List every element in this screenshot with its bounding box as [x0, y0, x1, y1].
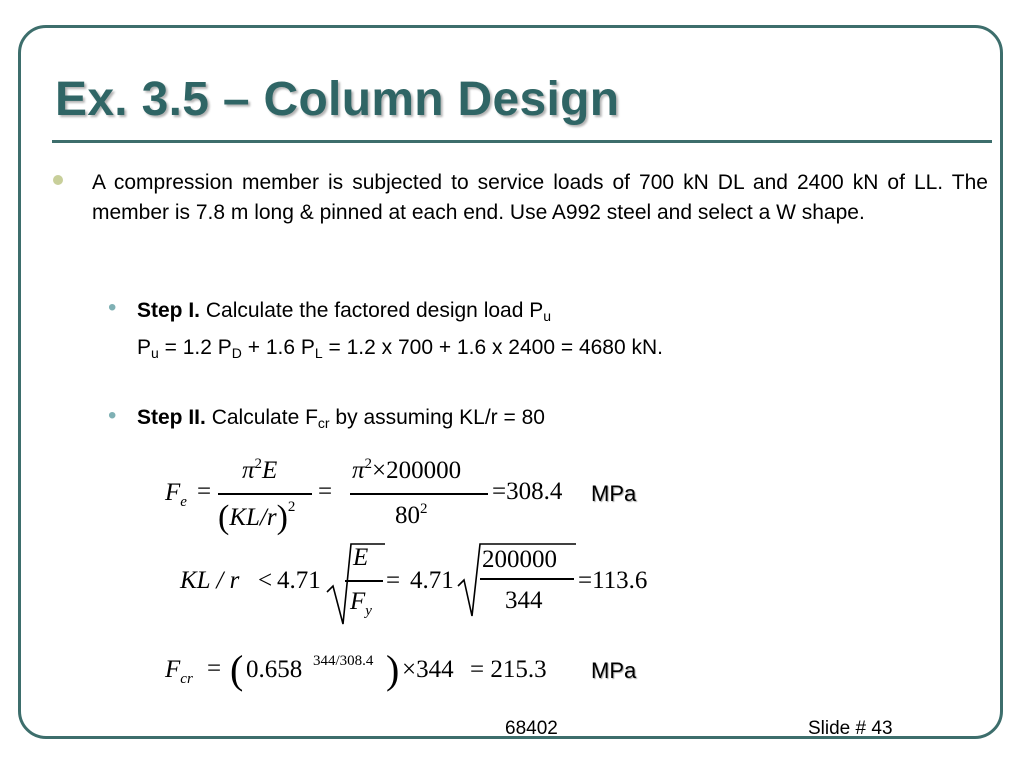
fe-lhs-sub: e — [180, 494, 187, 510]
step-1-text-sub: u — [543, 308, 552, 324]
fe-den2-exp: 2 — [420, 501, 428, 517]
step-1-equation — [137, 336, 663, 361]
eq-p-sub: u — [151, 345, 159, 361]
fe-unit: MPa — [591, 481, 637, 506]
problem-statement: A compression member is subjected to service loads of 700 kN DL and 2400 kN of LL. The member is 7.8 m long & pinned at each end. Use A992 steel and select a W shape. — [92, 171, 988, 224]
fe-den1-exp: 2 — [287, 499, 296, 515]
kl-lt: < — [258, 567, 273, 594]
sub-bullet-dot: • — [108, 294, 117, 321]
kl-fraction-bar-2 — [480, 578, 574, 580]
kl-den1: F — [350, 588, 366, 615]
fcr-lhs: F — [165, 656, 181, 683]
title-underline — [52, 140, 992, 143]
fe-den1: KL/r — [229, 504, 277, 531]
fe-den2: 80 — [395, 502, 420, 529]
fcr-lhs-sub: cr — [180, 671, 193, 687]
footer-slide-number: Slide # 43 — [808, 718, 893, 739]
step-2-text-tail: by assuming KL/r = 80 — [329, 406, 545, 429]
fcr-exponent: 344/308.4 — [313, 653, 374, 669]
kl-coef2: 4.71 — [410, 567, 454, 594]
kl-num2: 200000 — [482, 546, 557, 573]
fe-fraction-bar-1 — [218, 493, 312, 495]
eq-tail: = 1.2 x 700 + 1.6 x 2400 = 4680 kN. — [322, 336, 663, 359]
fcr-times: ×344 — [402, 656, 454, 683]
kl-lhs: KL / r — [180, 567, 240, 594]
step-1-text: Calculate the factored design load P — [205, 299, 544, 322]
fcr-base: 0.658 — [246, 656, 303, 683]
kl-eq1: = — [386, 567, 401, 594]
kl-den2: 344 — [505, 587, 543, 614]
fe-num2-pi: π — [352, 457, 365, 484]
fe-eq2: = — [318, 478, 333, 505]
step-2-text-sub: cr — [317, 415, 330, 431]
kl-result: =113.6 — [578, 567, 648, 594]
fcr-result: = 215.3 — [470, 656, 547, 683]
eq-mid2: + 1.6 P — [241, 336, 315, 359]
kl-fraction-bar-1 — [345, 580, 383, 582]
fe-num1-pi: π — [242, 457, 255, 484]
fe-fraction-bar-2 — [350, 493, 488, 495]
fe-num2-exp: 2 — [364, 456, 373, 472]
fcr-eq1: = — [207, 655, 222, 682]
step-1-heading — [137, 299, 551, 324]
fe-num1-exp: 2 — [254, 456, 263, 472]
bullet-dot — [53, 175, 63, 185]
fcr-unit: MPa — [591, 658, 637, 683]
fe-lhs: F — [165, 479, 181, 506]
slide-title: Ex. 3.5 – Column Design — [55, 73, 620, 126]
footer-code: 68402 — [505, 718, 558, 739]
kl-coef1: 4.71 — [277, 567, 321, 594]
eq-d-sub: D — [231, 345, 242, 361]
fe-num1-e: E — [262, 457, 278, 484]
fe-num2-rest: ×200000 — [372, 457, 462, 484]
eq-l-sub: L — [314, 345, 323, 361]
eq-mid1: = 1.2 P — [158, 336, 232, 359]
step-1-label: Step I. — [137, 299, 201, 322]
fe-result: =308.4 — [492, 478, 563, 505]
kl-num1: E — [353, 544, 369, 571]
eq-p: P — [137, 336, 152, 359]
kl-den1-sub: y — [365, 603, 372, 619]
step-2-label: Step II. — [137, 406, 206, 429]
step-2-text: Calculate F — [211, 406, 318, 429]
step-2-heading — [137, 406, 545, 431]
slide-frame — [18, 25, 1003, 739]
fe-eq1: = — [197, 478, 212, 505]
sub-bullet-dot: • — [108, 402, 117, 429]
